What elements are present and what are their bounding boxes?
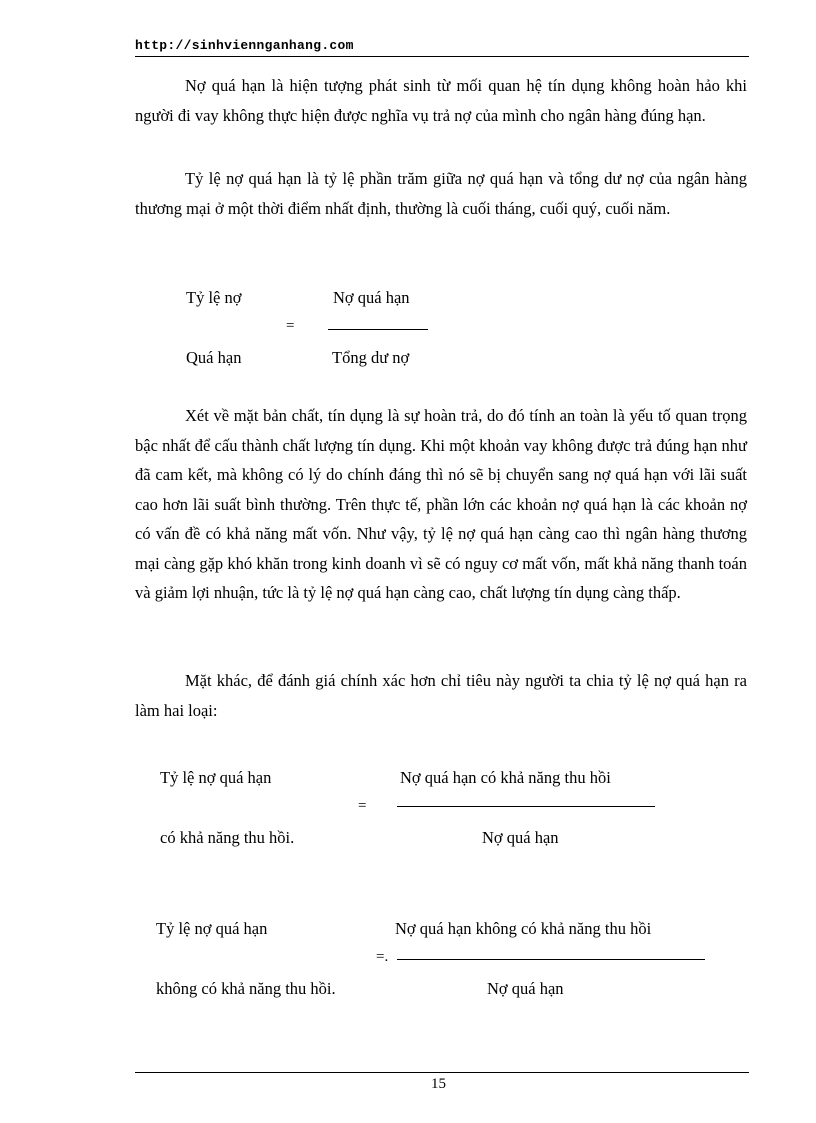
formula-1-equals: =	[286, 318, 295, 334]
formula-3-denominator: Nợ quá hạn	[487, 979, 564, 998]
formula-2-left-bottom: có khả năng thu hồi.	[160, 828, 295, 847]
formula-2-equals: =	[358, 798, 367, 814]
formula-2-numerator: Nợ quá hạn có khả năng thu hồi	[400, 768, 611, 787]
formula-2-denominator: Nợ quá hạn	[482, 828, 559, 847]
paragraph-credit-nature: Xét về mặt bản chất, tín dụng là sự hoàn trả, do đó tính an toàn là yếu tố quan trọng bậc nhất để cấu thành chất lượng tín dụng. Khi một khoản vay không được trả đúng hạn như đã cam kết, mà không có lý do chính đáng thì nó sẽ bị chuyển sang nợ quá hạn với lãi suất cao hơn lãi suất bình thường. Trên thực tế, phần lớn các khoản nợ quá hạn là các khoản nợ có vấn đề có khả năng mất vốn. Như vậy, tỷ lệ nợ quá hạn càng cao thì ngân hàng thương mại càng gặp khó khăn trong kinh doanh vì sẽ có nguy cơ mất vốn, mất khả năng thanh toán và giảm lợi nhuận, tức là tỷ lệ nợ quá hạn càng cao, chất lượng tín dụng càng thấp.	[135, 406, 747, 602]
formula-1-left-top: Tỷ lệ nợ	[186, 288, 242, 307]
formula-2-fraction-bar	[397, 806, 655, 807]
formula-3-equals: =.	[376, 949, 389, 965]
formula-3-numerator: Nợ quá hạn không có khả năng thu hồi	[395, 919, 652, 938]
page-number: 15	[431, 1076, 446, 1092]
header-url[interactable]: http://sinhviennganhang.com	[135, 38, 354, 53]
formula-3-left-bottom: không có khả năng thu hồi.	[156, 979, 336, 998]
formula-3-left-top: Tỷ lệ nợ quá hạn	[156, 919, 268, 938]
paragraph-ratio-definition: Tỷ lệ nợ quá hạn là tỷ lệ phần trăm giữa nợ quá hạn và tổng dư nợ của ngân hàng thương mại ở một thời điểm nhất định, thường là cuối tháng, cuối quý, cuối năm.	[135, 169, 747, 218]
formula-1-numerator: Nợ quá hạn	[333, 288, 410, 307]
formula-2-left-top: Tỷ lệ nợ quá hạn	[160, 768, 272, 787]
footer-rule	[135, 1072, 749, 1073]
formula-1-fraction-bar	[328, 329, 428, 330]
formula-3-fraction-bar	[397, 959, 705, 960]
formula-1-left-bottom: Quá hạn	[186, 348, 242, 367]
formula-1-denominator: Tổng dư nợ	[332, 348, 410, 367]
paragraph-definition: Nợ quá hạn là hiện tượng phát sinh từ mối quan hệ tín dụng không hoàn hảo khi người đi vay không thực hiện được nghĩa vụ trả nợ của mình cho ngân hàng đúng hạn.	[135, 76, 747, 125]
header-rule	[135, 56, 749, 57]
paragraph-two-types: Mặt khác, để đánh giá chính xác hơn chỉ tiêu này người ta chia tỷ lệ nợ quá hạn ra làm hai loại:	[135, 671, 747, 720]
